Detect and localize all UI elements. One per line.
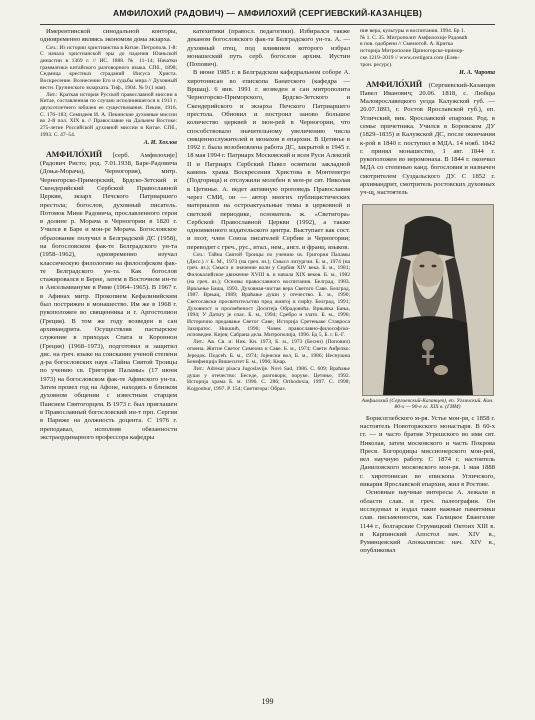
entry-amfilokhiy-sergievsky: [360, 81, 495, 198]
paragraph: В июне 1985 г. в Белградском кафедральном соборе А. хиротонисан во епископа Банатского (кафедра — Вршац). 6 янв. 1991 г. возведен в сан митрополита Черногорско-Приморского, Брдско-Зетского и Скендерийского и экзарха Печского Патриаршего престола. Обновил и построил заново большое количество церквей и мон-рей в Черногории, что способствовало значительному увеличению числа священнослужителей и монахов в епархии. В Цетинье в 1992 г. была возобновлена работа ДС, закрытой в 1945 г. 18 мая 1994 г. Патриарх Московский и всея Руси Алексий II и Патриарх Сербский Павел освятили закладной камень храма Воскресения Христова в Монтенегро (Подгорица) и отслужили молебен в мон-ре свт. Николая в Цетинье. А. ведет активную проповедь Православия через СМИ, он — автор многих публицистических материалов на остроактуальные темы в церковной и светской периодике, основатель ж. «Светигора» Сербской Православной Церкви (1992), а также одноименного издательского центра. Выступает как сост. и поэт, член Союза писателей Сербии и Черногории; переводит с греч., рус., итал., нем., англ. и франц. языков.: [187, 69, 350, 251]
bibliography-literature: Лит.: Ав. Св. и: Ник. Кн. 1973, Б. м., 1973 (Бесни) (Попович) отмена. Житие Светог Симеона и Саве. Б. м., 1974; Свети Анђелко: Јередок. Подсећ. Б. м., 1974; Јојенски вол, Б. м., 1986; Неснушна Бенефенција Вишеситет Б. м., 1996; Кнар.: [187, 339, 350, 366]
author-signature: И. А. Чарота: [459, 70, 495, 77]
page-number: 199: [261, 697, 274, 706]
text-line: трон. ресурс).: [360, 61, 393, 68]
portrait-drawing: [363, 205, 493, 395]
entry-headword: АМФИЛО́ХИЙ: [366, 79, 423, 89]
column-left: [40, 28, 177, 688]
column-middle: [187, 28, 350, 688]
bibliography-literature: Лит.: Краткая история Русской православной миссии в Китае, составленная по случаю исполнившегося в 1913 г. двухсотлетнего юбилея ее существования. Пекин, 1916. С. 176–183; Семидеев И. А. Пекинские духовные миссии во 2-й пол. XIX в. // Православие на Дальнем Востоке: 275-летие Российской духовной миссии в Китае. СПб., 1993. С. 47–54.: [40, 91, 177, 138]
header-rule: [40, 24, 495, 25]
bibliography-works: Соч.: Тайна Святой Троицы по учению св. Григория Паламы (Дисс.) // Б. М., 1973 (на греч. яз.); Смысл литургии. Б. м., 1974 (на греч. яз.); Смысл и значение воли у Сербия XIV века. Б. м., 1981; Филокалийское движение XVIII в. и начала XIX веков. Б. м., 1982 (на греч. яз.); Основы православного воспитания. Белград, 1983. Врвљење Баша, 1993. Духовная-чистая вера Светого Саве. Белград, 1987. Врњац, 1989; Враћање души у отечество. Б. м., 1990; Светосавски просветитељство пред живтој и смрћу. Белград, 1991; Духовност и просвећеност Доситеја Обрадовића. Врњачка Бања, 1994; У Датьту је спас. Б. м., 1994; Сребро и злато. Б. м., 1996; Исторично предавање Светог Саве; Историја Сретењаке Ставроса Захиратос. Никшић, 1996; Човек православно-философско-исповедне. Кијев; Сабрана дела. Митрополија, 1996. Бд 5, Б. г. Б.-Г.: [187, 252, 350, 339]
paragraph: катехитики (правосл. педагогики). Избирался также деканом богословского фак-та Белградского ун-та. А. — духовный отец, под влиянием которого избрал монашеский путь серб. богослов архим. Иустин (Попович).: [187, 28, 350, 69]
entry-headword: АМФИЛО́ХИЙ: [46, 149, 103, 159]
bibliography-literature: Лит.: Adresar pisaca Jugoslavije. Novi Sad, 1986. С. 609; Враћање души у отечество: Беседе, разговори, поруке. Цетиње, 1992. Историја храмa Б. м. 1996. С. 286; Orthodoxia, 1997. С. 1998; Kojgonbur, 1997. Р. 154; Светигора: Образ.: [187, 365, 350, 393]
bibliography-works: Соч.: Из истории христианства в Китае. Петрополь 1-й: С начала христианской эры до падения Юаньской династии в 1369 г. // ИС. 1888. № 11–14; Начатки грамматики китайского разговорного языка. СПб., 1898; Седмица крестных страданий Иисуса Христа. Воскресение. Вознесение Его и судьбы мира // Духовный вестн. Грузинского экзархата. Тиф., 1904. № 9 (1 мая).: [40, 44, 177, 91]
column-right: [360, 28, 495, 688]
entry-body: (Сергиевский-Казанцев Павел Иванович; 20.06. 1818, с. Любцы Малоярославецкого уезда Калужской губ. — 20.07.1893, г. Ростов Ярославской губ.), еп. Угличский, вик. Ярославской епархии. Род. в семье причетника. Учился в Боровском ДУ (1829–1835) и Калужской ДС, после окончания к-рой в 1840 г. поступил в МДА. 14 нояб. 1842 г. принял монашество, 1 авг. 1844 г. рукоположен во иеромонаха. В 1844 г. окончил МДА со степенью канд. богословия и назначен смотрителем Суздальского ДУ. С 1852 г. архимандрит, смотритель ростовских духовных уч-щ, настоятель: [360, 81, 495, 197]
paragraph: Основные научные интересы А. лежали в области слав. и греч. палеографии. Он исследовал и издал такие важные памятники слав. письменности, как Галицкое Евангелие 1144 г., болгарские Струмицкий Октоих XIII в. и Карпинский Апостол нач. XIV в., Румянцевский Апокалипсис нач. XIV в., опубликовал: [360, 489, 495, 555]
running-header: АМФИЛОХИЙ (РАДОВИЧ) — АМФИЛОХИЙ (СЕРГИЕВСКИЙ-КАЗАНЦЕВ): [113, 8, 422, 18]
text-line: ние вера, культуры и воспитания. 1994. Бр 1.: [360, 28, 466, 34]
text-line: № 1. С. 35. Митрополит Амфилохије Радовић: [360, 34, 468, 41]
entry-body: [серб. Амфилохије] (Радович Ристо; род. 7.01.1938, Баре-Радовича (Доња-Морача), Черногория), митр. Черногорско-Приморский, Брдско-Зетский и Скендерийский Сербской Православной Церкви, экзарх Печского Патриаршего престола; богослов, духовный писатель. Потомок Мине Радовича, прославленного героя в долине р. Морача в Черногории в 1820 г. Учился в Баре и мон-ре Морача. Богословское образование получил в Белградской ДС (1958), на богословском фак-те Белградского ун-та (1958–1962), одновременно изучал классическую филологию на философском фак-те Белградского ун-та. Как богослов стажировался в Берне, затем в Восточном ин-те и Ансельмиануме в Риме (1964–1965). В 1967 г. в Афинах митр. Прокопием Кефалинийским был пострижен в монашество. Им же в 1968 г. рукоположен во священника и г. Аргостолион (Греция). В том же году возведен в сан архимандрита. Осуществляя пастырское служение в приходах Спата и Короннон (Греция) (1968–1973), подготовил и защитил дис. на греч. языке на соискание ученой степени д-ра богословских наук «Тайна Святой Троицы по учению св. Григория Паламы» (17 июня 1973) на богословском фак-те Афинского ун-та. Затем провел год на Афоне, находясь в близком духовном общении с известным старцем Паисием Святогорцем. В 1973 г. был приглашен в Православный богословский ин-т прп. Сергия в Париже на должность доцента. С 1976 г. преподавал, исполняя обязанности экстраординарного профессора кафедры: [40, 151, 177, 441]
author-signature: А. И. Хохлов: [143, 140, 177, 147]
entry-amfilokhiy-radovich: [40, 151, 177, 442]
text-line: в пов. одобрени // Смемотой. А. Критка: [360, 41, 453, 48]
portrait-image: [362, 204, 494, 396]
bibliography-continued: [360, 28, 495, 68]
text-line: ске 1219–2019 // www.svetigora.com (Елек-: [360, 54, 460, 61]
portrait-caption: Амфилохий (Сергиевский-Казанцев), еп. Угличский. Кон. 80-х — 90-е гг. XIX в. (ГИМ): [361, 397, 494, 411]
text-line: историја Митрополие Цриногорске-примор-: [360, 48, 465, 55]
continued-text: Имерентинской синодальной конторы, одновременно являясь экономом дома экзарха.: [40, 28, 177, 44]
paragraph: Борисоглебского м-ря. Устье мон-ря, с 1858 г. настоятель Новоторжского монастыря. В 60-х гг. — и часто братия Угрешского во имя свт. Николая, затем московского и часть Покрова Пресв. Богородицы миссионерского мон-рей, вел научную работу. С 1874 г. настоятель Даниловского московского мон-ря. 1 мая 1888 г. хиротонисан во епископа Угличского, викария Ярославской епархии, жил в Ростове.: [360, 414, 495, 489]
